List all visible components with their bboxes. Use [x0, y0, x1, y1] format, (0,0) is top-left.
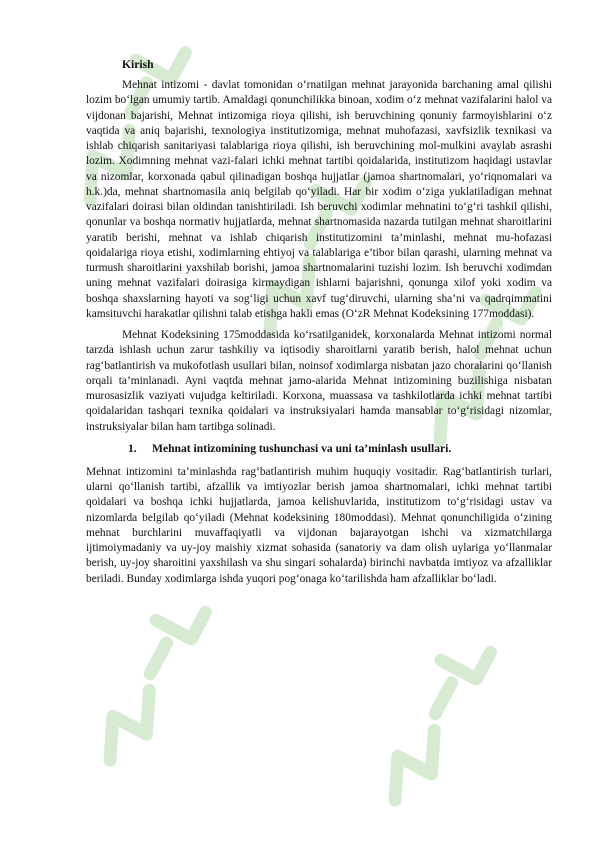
section-title: Mehnat intizomining tushunchasi va uni ta’minlash usullari. [152, 441, 452, 455]
paragraph: Mehnat Kodeksining 175moddasida ko‘rsatilganidek, korxonalarda Mehnat intizomi normal tarzda ishlash uchun zarur tashkiliy va iqtisodiy sharoitlarni yaratib berish, halol mehnat uchun rag‘batlantirish va mukofotlash usullari bilan, noinsof xodimlarga nisbatan jazo choralarini qo‘llanish orqali ta’minlanadi. Ayni vaqtda mehnat jamo-alarida Mehnat intizomining buzilishiga nisbatan murosasizlik vaziyati vujudga keltiriladi. Korxona, muassasa va tashkilotlarda ichki mehnat tartibi qoidalaridan tashqari texnika qoidalari va instruksiyalari hamda mansablar to‘g‘risidagi nizomlar, instruksiyalar bilan ham tartibga solinadi. [86, 329, 552, 433]
watermark-mark [373, 634, 495, 810]
paragraph: Mehnat intizomi - davlat tomonidan o‘rnatilgan mehnat jarayonida barchaning amal qilishi lozim bo‘lgan umumiy tartib. Amaldagi qonunchilikka binoan, xodim o‘z mehnat vazifalarini halol va vijdonan bajarishi, Mehnat intizomiga rioya qilishi, ish beruvchining qonuniy farmoyishlarini o‘z vaqtida va aniq bajarishi, texnologiya institutizomiga, mehnat muhofazasi, xavfsizlik texnikasi va ishlab chiqarish sanitariyasi talablariga rioya qilishi, ish beruvchining mol-mulkini avaylab asrashi lozim. Xodimning mehnat vazi-falari ichki mehnat tartibi qoidalarida, institutizom haqidagi ustavlar va nizomlar, korxonada qabul qilinadigan boshqa hujjatlar (jamoa shartnomalari, yo‘riqnomalari va h.k.)da, mehnat shartnomasila aniq belgilab qo‘yiladi. Har bir xodim o‘ziga yuklatiladigan mehnat vazifalari doirasi bilan oldindan tanishtiriladi. Ish beruvchi xodimlar mehnatini to‘g‘ri tashkil qilishi, qonunlar va boshqa normativ hujjatlarda, mehnat shartnomasida nazarda tutilgan mehnat sharoitlarini yaratib berishi, mehnat va ishlab chiqarish institutizomini ta’minlashi, mehnat mu-hofazasi qoidalariga rioya etishi, xodimlarning ehtiyoj va talablariga e’tibor bilan qarashi, ularning mehnat va turmush sharoitlarini yaxshilab borishi, jamoa shartnomalarini tuzishi lozim. Ish beruvchi xodimdan uning mehnat vazifalari doirasiga kirmaydigan ishlarni bajarishni, qonunga xilof yoki xodim va boshqa shaxslarning hayoti va sog‘ligi uchun xavf tug‘diruvchi, ularning sha’ni va qadrqimmatini kamsituvchi harakatlar qilishni talab etishga hakli emas (O‘zR Mehnat Kodeksining 177moddasi). [86, 79, 552, 320]
paragraph: Mehnat intizomini ta’minlashda rag‘batlantirish muhim huquqiy vositadir. Rag‘batlantirish turlari, ularni qo‘llanish tartibi, afzallik va imtiyozlar berish jamoa shartnomalari, ichki mehnat tartibi qoidalari va boshqa ichki hujjatlarda, jamoa kelishuvlarida, institutizom to‘g‘risidagi ustav va nizomlarda belgilab qo‘yiladi (Mehnat kodeksining 180moddasi). Mehnat qonunchiligida o‘zining mehnat burchlarini muvaffaqiyatli va vijdonan bajarayotgan ishchi va xizmatchilarga ijtimoiymadaniy va uy-joy maishiy xizmat sohasida (sanatoriy va dam olish uylariga yo‘llanmalar berish, uy-joy sharoitini yaxshilash va shu singari sohalarda) birinchi navbatda imtiyoz va afzalliklar beriladi. Bunday xodimlarga ishda yuqori pog‘onaga ko‘tarilishda ham afzalliklar bo‘ladi. [86, 465, 552, 585]
document-body [86, 57, 552, 587]
section-heading [86, 441, 552, 456]
watermark-mark [88, 594, 210, 770]
section-number: 1. [128, 441, 137, 455]
page-heading: Kirish [122, 58, 154, 71]
